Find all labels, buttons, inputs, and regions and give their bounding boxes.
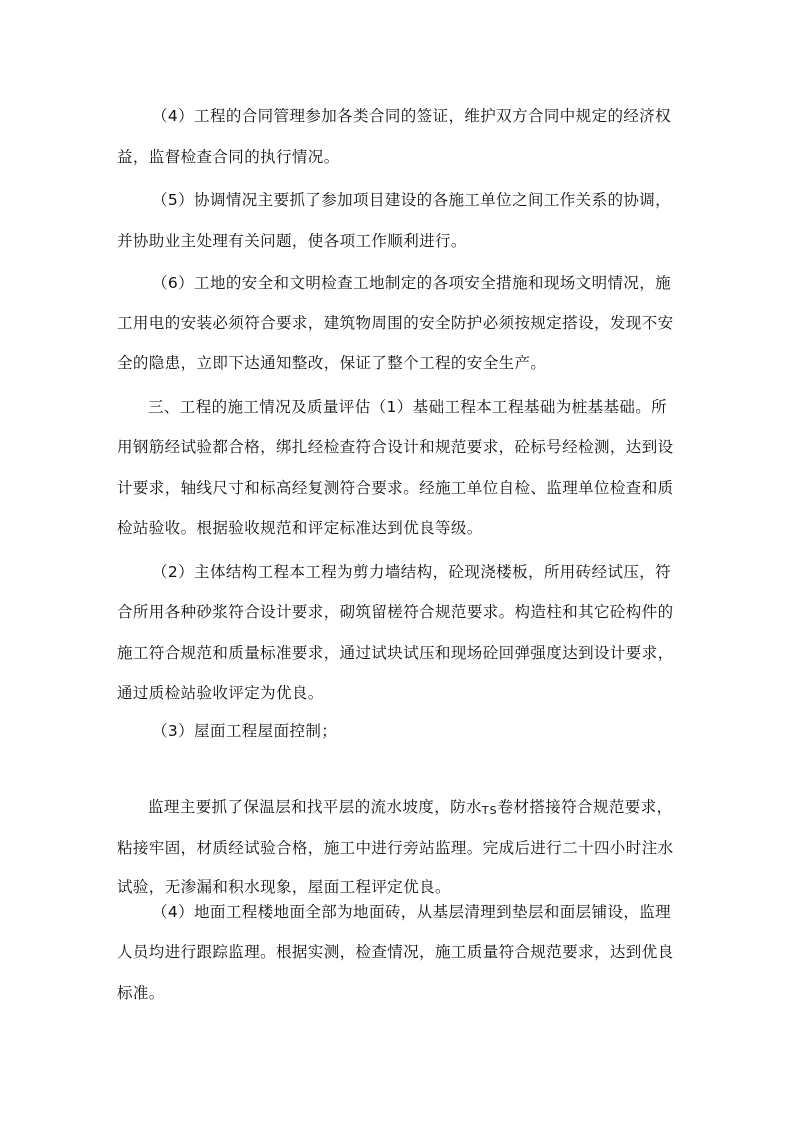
paragraph-3-line-1: （6）工地的安全和文明检查工地制定的各项安全措施和现场文明情况，施	[152, 274, 672, 292]
paragraph-2-line-1: （5）协调情况主要抓了参加项目建设的各施工单位之间工作关系的协调，	[152, 191, 672, 209]
paragraph-3-line-2: 工用电的安装必须符合要求，建筑物周围的安全防护必须按规定搭设，发现不安	[117, 314, 674, 332]
paragraph-4-line-1: 三、工程的施工情况及质量评估（1）基础工程本工程基础为桩基基础。所	[148, 398, 668, 416]
paragraph-6-line-1: （3）屋面工程屋面控制；	[152, 722, 338, 740]
paragraph-1-line-1: （4）工程的合同管理参加各类合同的签证，维护双方合同中规定的经济权	[152, 107, 672, 125]
paragraph-8-line-1: （4）地面工程楼地面全部为地面砖，从基层清理到垫层和面层铺设，监理	[152, 903, 672, 921]
paragraph-5-line-1: （2）主体结构工程本工程为剪力墙结构，砼现浇楼板，所用砖经试压，符	[152, 563, 672, 581]
paragraph-4-line-2: 用钢筋经试验都合格，绑扎经检查符合设计和规范要求，砼标号经检测，达到设	[117, 438, 674, 456]
paragraph-7-line-1-before: 监理主要抓了保温层和找平层的流水坡度，防水	[148, 798, 482, 816]
paragraph-7-line-1	[148, 797, 673, 819]
paragraph-7-line-1-after: 卷材搭接符合规范要求，	[497, 798, 673, 816]
paragraph-7-line-3: 试验，无渗漏和积水现象，屋面工程评定优良。	[117, 878, 451, 896]
paragraph-5-line-4: 通过质检站验收评定为优良。	[117, 684, 324, 702]
paragraph-5-line-2: 合所用各种砂浆符合设计要求，砌筑留槎符合规范要求。构造柱和其它砼构件的	[117, 603, 674, 621]
paragraph-7-line-2: 粘接牢固，材质经试验合格，施工中进行旁站监理。完成后进行二十四小时注水	[117, 839, 674, 857]
paragraph-4-line-4: 检站验收。根据验收规范和评定标准达到优良等级。	[117, 519, 483, 537]
paragraph-5-line-3: 施工符合规范和质量标准要求，通过试块试压和现场砼回弹强度达到设计要求，	[117, 644, 674, 662]
paragraph-1-line-2: 益，监督检查合同的执行情况。	[117, 148, 340, 166]
paragraph-4-line-3: 计要求，轴线尺寸和标高经复测符合要求。经施工单位自检、监理单位检查和质	[117, 479, 674, 497]
paragraph-2-line-2: 并协助业主处理有关问题，使各项工作顺利进行。	[117, 232, 467, 250]
paragraph-8-line-2: 人员均进行跟踪监理。根据实测，检查情况，施工质量符合规范要求，达到优良	[117, 943, 674, 961]
paragraph-7-line-1-subscript: TS	[481, 804, 498, 817]
paragraph-8-line-3: 标准。	[117, 984, 165, 1002]
paragraph-3-line-3: 全的隐患，立即下达通知整改，保证了整个工程的安全生产。	[117, 354, 547, 372]
